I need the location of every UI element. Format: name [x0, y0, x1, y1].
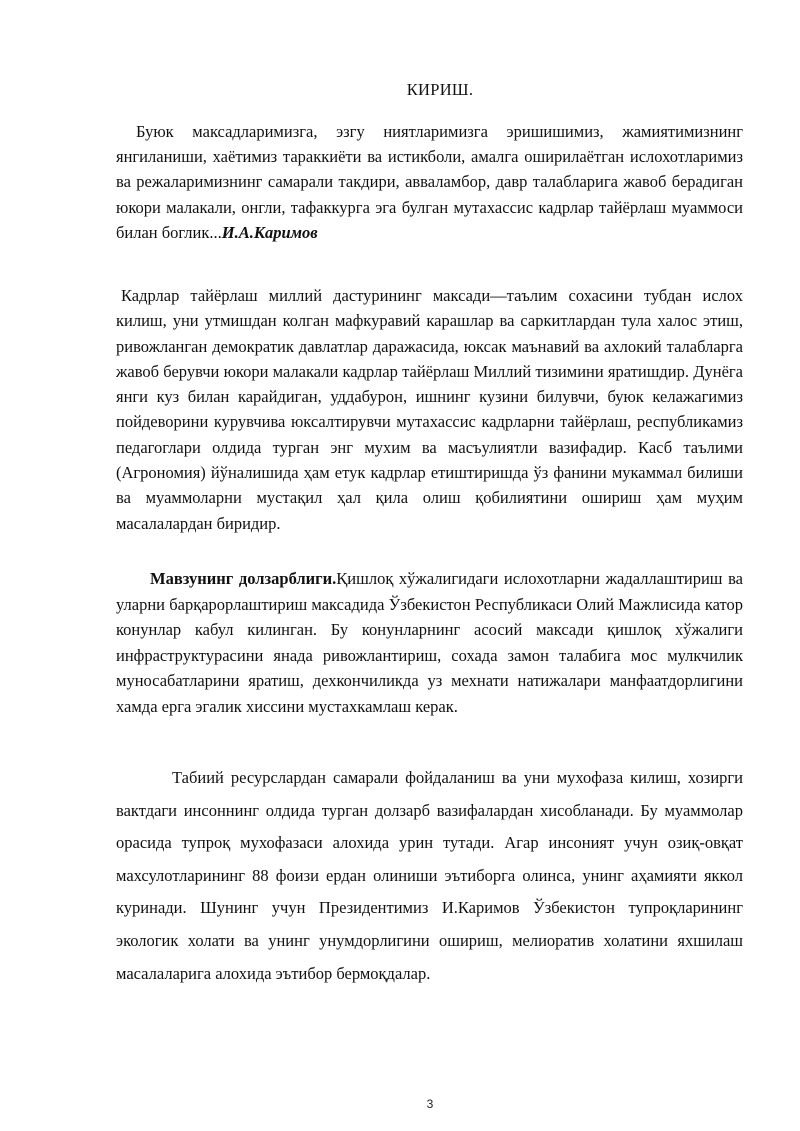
- epigraph-quote: [116, 119, 743, 245]
- relevance-heading: Мавзунинг долзарблиги.: [150, 569, 337, 588]
- section-title: КИРИШ.: [406, 80, 474, 99]
- paragraph-relevance: [116, 566, 743, 720]
- paragraph-text: Қишлоқ хўжалигидаги ислохотларни жадаллаштириш ва уларни барқарорлаштириш максадида Ўзбекистон Республикаси Олий Мажлисида катор конунлар кабул килинган. Бу конунларнинг асосий максади қишлоқ хўжалиги инфраструктурасини янада ривожлантириш, сохада замон талабига мос мулкчилик муносабатларини яратиш, дехкончиликда уз мехнати натижалари манфаатдорлигини хамда ерга эгалик хиссини мустахкамлаш керак.: [116, 569, 744, 716]
- paragraph-indent: [116, 569, 150, 588]
- paragraph-indent: [116, 768, 172, 787]
- quote-text: Буюк максадларимизга, эзгу ниятларимизга эришишимиз, жамиятимизнинг янгиланиши, хаётимиз тараккиёти ва истикболи, амалга оширилаётган ислохотларимиз ва режаларимизнинг самарали такдири, авваламбор, давр талабларига жавоб берадиган юкори малакали, онгли, тафаккурга эга булган мутахассис кадрлар тайёрлаш муаммоси билан боглик...: [116, 122, 743, 242]
- quote-indent: [116, 122, 136, 141]
- quote-attribution: И.А.Каримов: [221, 222, 318, 242]
- paragraph-natural-resources: [116, 762, 743, 990]
- paragraph-text: Кадрлар тайёрлаш миллий дастурининг максади—таълим сохасини тубдан ислох килиш, уни утмишдан колган мафкуравий карашлар ва саркитлардан тула халос этиш, ривожланган демократик давлатлар даражасида, юксак маънавий ва ахлокий талабларга жавоб берувчи юкори малакали кадрлар тайёрлаш Миллий тизимини яратишдир. Дунёга янги куз билан карайдиган, уддабурон, ишнинг кузини билувчи, буюк келажагимиз пойдеворини курувчива юксалтирувчи мутахассис кадрларни тайёрлаш, республикамиз педагоглари олдида турган энг мухим ва масъулиятли вазифадир. Касб таълими (Агрономия) йўналишида ҳам етук кадрлар етиштиришда ўз фанини мукаммал билиши ва муаммоларни мустақил ҳал қила олиш қобилиятини ошириш ҳам муҳим масалалардан биридир.: [116, 286, 743, 533]
- page-number: 3: [426, 1097, 434, 1111]
- paragraph-text: Табиий ресурслардан самарали фойдаланиш ва уни мухофаза килиш, хозирги вактдаги инсоннинг олдида турган долзарб вазифалардан хисобланади. Бу муаммолар орасида тупроқ мухофазаси алохида урин тутади. Агар инсоният учун озиқ-овқат махсулотларининг 88 фоизи ердан олиниши эътиборга олинса, унинг аҳамияти яккол куринади. Шунинг учун Президентимиз И.Каримов Ўзбекистон тупроқларининг экологик холати ва унинг унумдорлигини ошириш, мелиоратив холатини яхшилаш масалаларига алохида эътибор бермоқдалар.: [116, 768, 743, 983]
- paragraph-national-program: [116, 283, 743, 536]
